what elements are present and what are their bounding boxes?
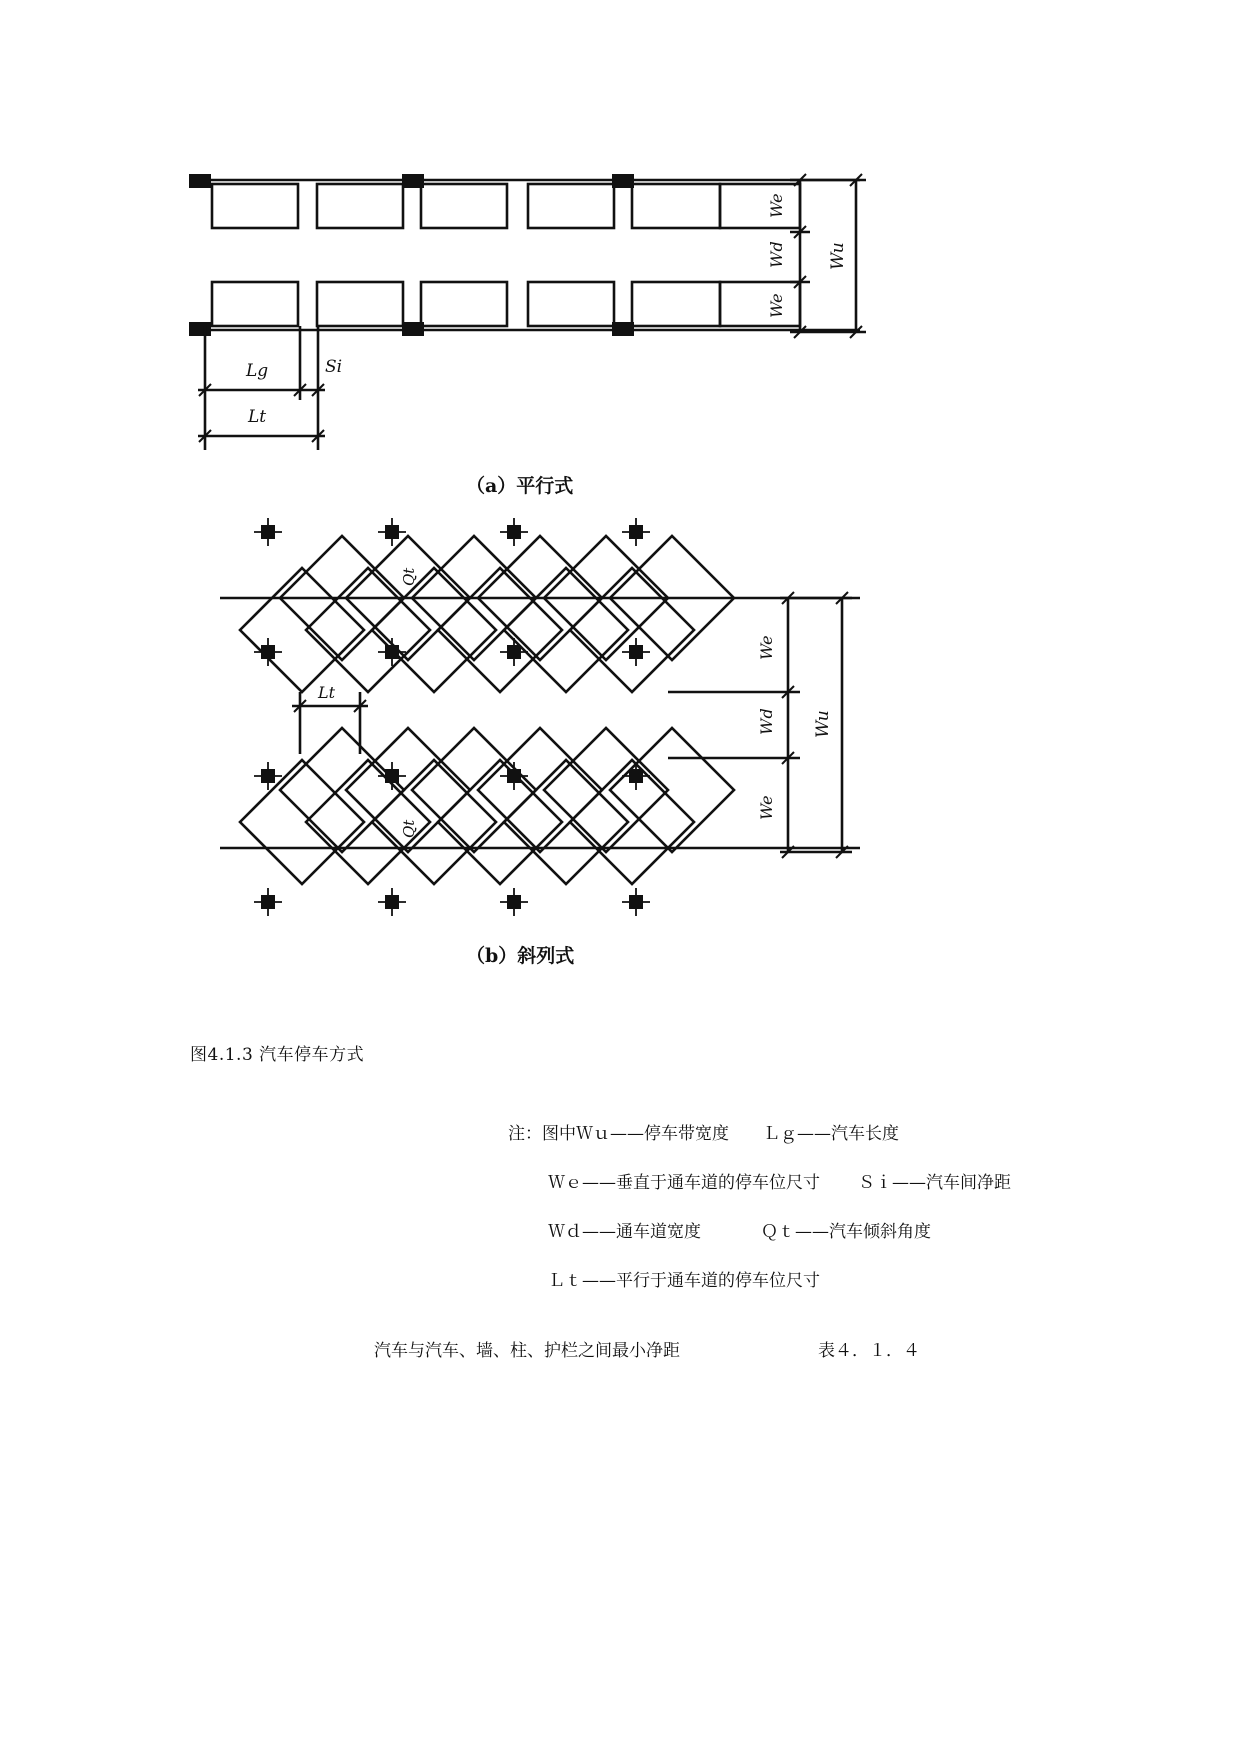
figure-caption: 图4.1.3 汽车停车方式 (190, 1045, 365, 1065)
column-marks (189, 174, 634, 336)
note-row-2 (508, 1159, 1011, 1208)
stall (632, 282, 720, 326)
stall (317, 184, 403, 228)
label-we-angled-top: We (757, 635, 776, 660)
stall (720, 184, 800, 228)
note-row-4 (508, 1257, 1011, 1306)
notes-block (508, 1110, 1011, 1306)
note-lt: Ｌｔ——平行于通车道的停车位尺寸 (548, 1271, 820, 1291)
note-row-1 (508, 1110, 1011, 1159)
label-lg: Lg (246, 361, 269, 381)
label-lt-angled: Lt (318, 683, 336, 702)
note-we: Ｗｅ——垂直于通车道的停车位尺寸 (548, 1173, 820, 1193)
label-si: Si (325, 357, 343, 377)
stall (212, 282, 298, 326)
label-we-angled-bottom: We (757, 795, 776, 820)
stall (632, 184, 720, 228)
label-wd: Wd (767, 241, 786, 268)
sub-caption-b: （b）斜列式 (466, 945, 575, 967)
label-qt-top: Qt (400, 567, 418, 586)
note-prefix: 注：图中 (508, 1124, 576, 1144)
stall (421, 184, 507, 228)
label-we-top: We (767, 193, 786, 218)
note-wd: Ｗｄ——通车道宽度 (548, 1222, 701, 1242)
label-wu: Wu (828, 242, 848, 270)
note-si: Ｓｉ——汽车间净距 (858, 1173, 1011, 1193)
note-row-3 (508, 1208, 1011, 1257)
angled-layout (220, 518, 860, 916)
stall (212, 184, 298, 228)
label-qt-bottom: Qt (400, 819, 418, 838)
table-title: 汽车与汽车、墙、柱、护栏之间最小净距 (374, 1341, 680, 1361)
parallel-layout (189, 174, 866, 450)
note-wu: Ｗｕ——停车带宽度 (576, 1124, 729, 1144)
stall (317, 282, 403, 326)
label-wu-angled: Wu (813, 710, 833, 738)
note-qt: Ｑｔ——汽车倾斜角度 (761, 1222, 931, 1242)
stall (720, 282, 800, 326)
label-we-bottom: We (767, 293, 786, 318)
table-number: 表４．１．４ (818, 1341, 920, 1361)
note-lg: Ｌｇ——汽车长度 (763, 1124, 899, 1144)
sub-caption-a: （a）平行式 (466, 475, 574, 497)
label-lt: Lt (248, 407, 267, 427)
stall (421, 282, 507, 326)
label-wd-angled: Wd (757, 708, 776, 735)
stall (528, 184, 614, 228)
stall (528, 282, 614, 326)
